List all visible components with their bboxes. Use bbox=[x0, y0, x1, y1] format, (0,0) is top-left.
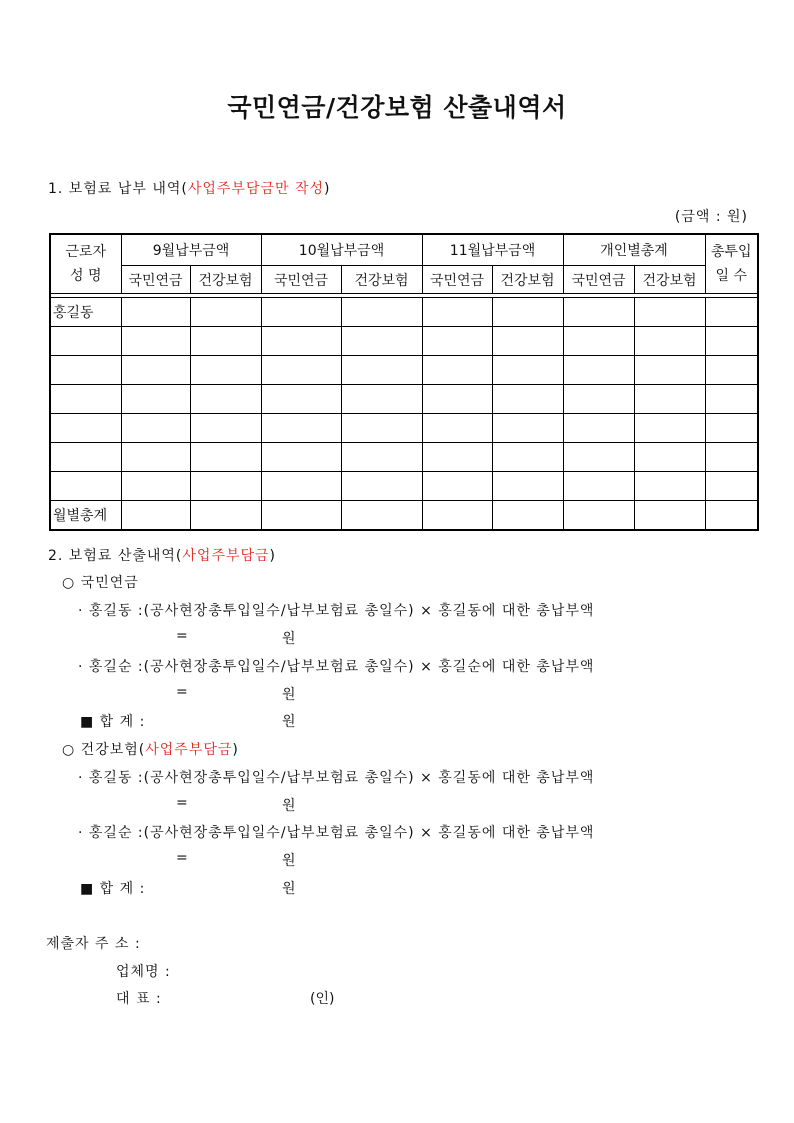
section2-heading-red: 사업주부담금 bbox=[182, 548, 270, 564]
health-label bbox=[62, 739, 239, 759]
pension-line2: · 홍길순 :(공사현장총투입일수/납부보험료 총일수) × 홍길순에 대한 총납부액 bbox=[78, 659, 595, 675]
row-name-cell bbox=[50, 356, 121, 385]
row-name-cell bbox=[50, 443, 121, 472]
health-line1: · 홍길동 :(공사현장총투입일수/납부보험료 총일수) × 홍길동에 대한 총납부액 bbox=[78, 770, 595, 786]
row-name-cell: 홍길동 bbox=[50, 298, 121, 327]
header-group-nov: 11월납부금액 bbox=[422, 234, 563, 266]
health-line2: · 홍길순 :(공사현장총투입일수/납부보험료 총일수) × 홍길동에 대한 총납부액 bbox=[78, 825, 595, 841]
table-row bbox=[50, 414, 758, 443]
section1-heading bbox=[48, 178, 330, 198]
health-total-label: ■ 합 계 : bbox=[80, 881, 146, 897]
section1-heading-close: ) bbox=[324, 181, 331, 197]
table-row bbox=[50, 327, 758, 356]
pension-line1: · 홍길동 :(공사현장총투입일수/납부보험료 총일수) × 홍길동에 대한 총납부액 bbox=[78, 603, 595, 619]
subheader-cell: 건강보험 bbox=[492, 266, 563, 294]
table-row bbox=[50, 385, 758, 414]
submitter-address-label: 제출자 주 소 : bbox=[46, 936, 141, 952]
subheader-cell: 국민연금 bbox=[261, 266, 341, 294]
health-eq2: = bbox=[176, 850, 188, 866]
header-worker-name bbox=[50, 234, 121, 294]
seal-mark: (인) bbox=[310, 991, 335, 1007]
subheader-cell: 국민연금 bbox=[563, 266, 634, 294]
header-worker-line1: 근로자 bbox=[65, 244, 107, 260]
header-days-line1: 총투입 bbox=[710, 244, 752, 260]
row-name-cell bbox=[50, 472, 121, 501]
health-label-red: 사업주부담금 bbox=[145, 742, 233, 758]
table-row bbox=[50, 298, 758, 327]
pension-won1: 원 bbox=[282, 631, 296, 647]
subheader-cell: 건강보험 bbox=[190, 266, 261, 294]
pension-total-won: 원 bbox=[282, 714, 296, 730]
section2-heading bbox=[48, 545, 276, 565]
pension-label: ○ 국민연금 bbox=[62, 575, 139, 591]
subheader-cell: 국민연금 bbox=[121, 266, 190, 294]
pension-total-label: ■ 합 계 : bbox=[80, 714, 146, 730]
company-name-label: 업체명 : bbox=[116, 964, 171, 980]
subheader-cell: 건강보험 bbox=[634, 266, 705, 294]
health-total-won: 원 bbox=[282, 881, 296, 897]
header-days-line2: 일 수 bbox=[715, 268, 747, 284]
row-name-cell bbox=[50, 414, 121, 443]
section1-heading-text: 1. 보험료 납부 내역( bbox=[48, 181, 188, 197]
header-group-oct: 10월납부금액 bbox=[261, 234, 422, 266]
header-total-days bbox=[705, 234, 758, 294]
table-row bbox=[50, 356, 758, 385]
health-eq1: = bbox=[176, 795, 188, 811]
pension-won2: 원 bbox=[282, 687, 296, 703]
pension-eq1: = bbox=[176, 628, 188, 644]
subheader-cell: 건강보험 bbox=[341, 266, 422, 294]
health-label-close: ) bbox=[232, 742, 239, 758]
health-label-text: ○ 건강보험( bbox=[62, 742, 146, 758]
section2-heading-close: ) bbox=[269, 548, 277, 564]
subheader-cell: 국민연금 bbox=[422, 266, 492, 294]
table-total-row bbox=[50, 501, 758, 531]
unit-label: (금액 : 원) bbox=[674, 209, 748, 225]
section1-heading-red: 사업주부담금만 작성 bbox=[187, 181, 325, 197]
table-row bbox=[50, 443, 758, 472]
document-title: 국민연금/건강보험 산출내역서 bbox=[227, 93, 567, 122]
header-group-sep: 9월납부금액 bbox=[121, 234, 261, 266]
payment-table bbox=[49, 233, 759, 531]
monthly-total-label: 월별총계 bbox=[50, 501, 121, 531]
header-group-total: 개인별총계 bbox=[563, 234, 705, 266]
health-won2: 원 bbox=[282, 853, 296, 869]
section2-heading-text: 2. 보험료 산출내역( bbox=[48, 548, 183, 564]
table-row bbox=[50, 472, 758, 501]
row-name-cell bbox=[50, 385, 121, 414]
header-worker-line2: 성 명 bbox=[70, 268, 102, 284]
representative-label: 대 표 : bbox=[116, 991, 162, 1007]
pension-eq2: = bbox=[176, 684, 188, 700]
row-name-cell bbox=[50, 327, 121, 356]
health-won1: 원 bbox=[282, 798, 296, 814]
